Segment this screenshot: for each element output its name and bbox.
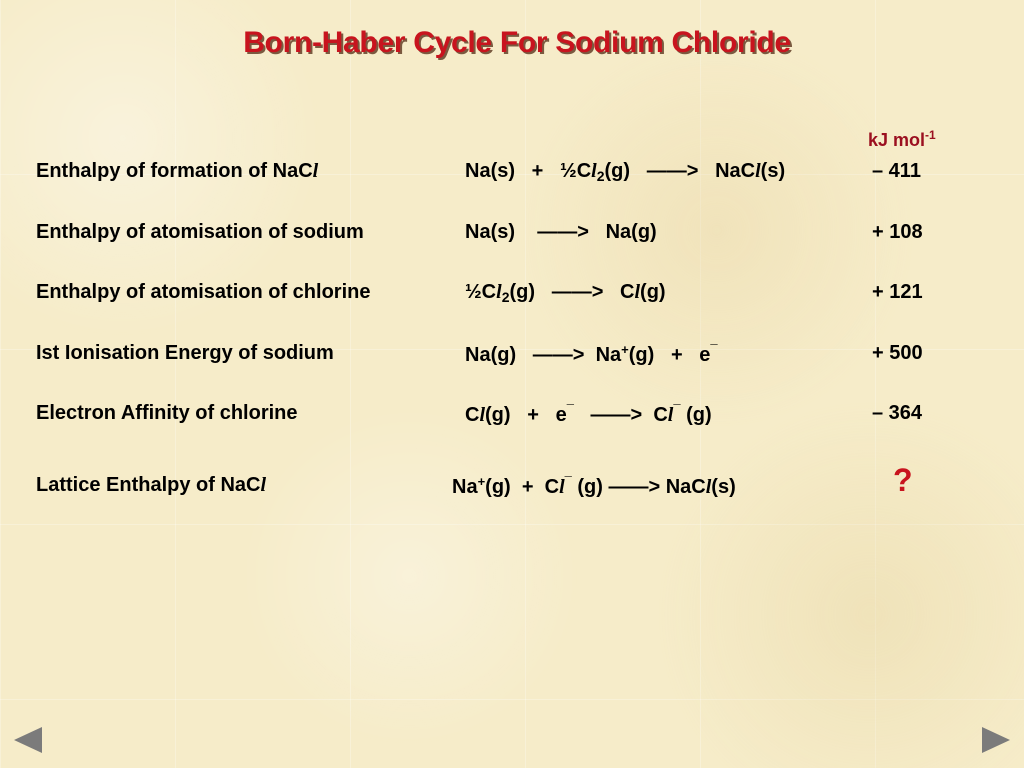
row-label: Enthalpy of formation of NaCl [36,160,319,182]
row-equation: Cl(g) + e¯ ——> Cl¯ (g) [465,402,712,426]
row-value: + 500 [872,342,923,364]
previous-slide-arrow-icon[interactable] [14,727,42,753]
unknown-value-question-mark: ? [893,462,913,498]
slide-title: Born-Haber Cycle For Sodium Chloride [243,26,791,59]
next-slide-arrow-icon[interactable] [982,727,1010,753]
row-label: Ist Ionisation Energy of sodium [36,342,334,364]
row-equation: Na(s) ——> Na(g) [465,221,657,243]
row-equation: $Na(s) + \frac{1}{2}Cl_2(g)$ ——> NaCl(s) [465,160,786,184]
row-equation: Na(g) ——> Na+(g) + e¯ [465,342,718,366]
row-ionisation-energy [0,342,1024,370]
units-label: kJ mol$^{-1}$ [868,128,936,150]
row-enthalpy-formation [0,160,1024,188]
row-value: – 364 [872,402,923,424]
row-label: Enthalpy of atomisation of chlorine [36,281,371,303]
row-label: Lattice Enthalpy of NaCl [36,474,267,496]
row-value: + 108 [872,221,923,243]
row-atomisation-sodium [0,221,1024,249]
row-label: Electron Affinity of chlorine [36,402,298,424]
row-label: Enthalpy of atomisation of sodium [36,221,364,243]
row-equation: $\frac{1}{2}Cl_2(g)$ ——> Cl(g) [465,281,666,305]
row-atomisation-chlorine [0,281,1024,309]
row-value: – 411 [872,160,921,182]
row-value: + 121 [872,281,923,303]
row-electron-affinity [0,402,1024,430]
row-lattice-enthalpy [0,474,1024,502]
row-equation: Na+(g) + Cl¯ (g) ——> NaCl(s) [452,474,736,498]
